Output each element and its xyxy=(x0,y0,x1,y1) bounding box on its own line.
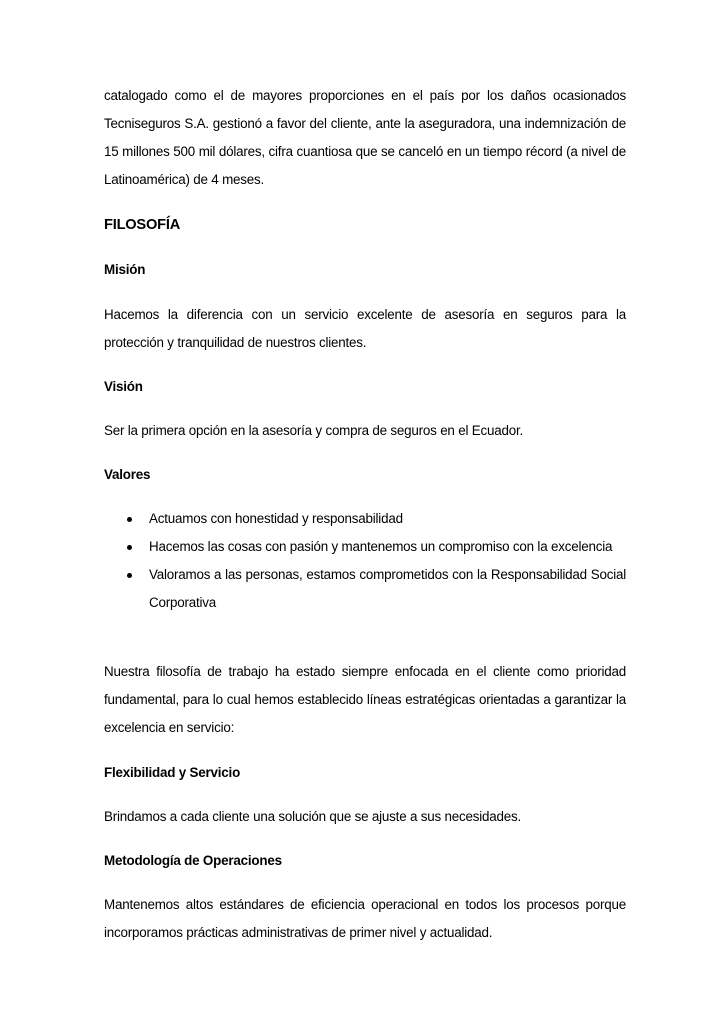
flexibilidad-text: Brindamos a cada cliente una solución que se ajuste a sus necesidades. xyxy=(104,809,522,824)
philosophy-paragraph: Nuestra filosofía de trabajo ha estado siempre enfocada en el cliente como prioridad fundamental, para lo cual hemos establecido líneas estratégicas orientadas a garantizar la excelencia en servicio: xyxy=(104,664,626,735)
valores-list xyxy=(104,505,626,617)
bullet-icon xyxy=(127,517,132,522)
metodologia-heading: Metodología de Operaciones xyxy=(104,853,282,868)
filosofia-heading: FILOSOFÍA xyxy=(104,217,181,233)
valores-item-text: Valoramos a las personas, estamos comprometidos con la Responsabilidad Social Corporativa xyxy=(149,567,626,610)
document-page xyxy=(104,0,626,947)
valores-heading: Valores xyxy=(104,467,151,482)
bullet-icon xyxy=(127,545,132,550)
flexibilidad-heading: Flexibilidad y Servicio xyxy=(104,765,241,780)
vision-heading: Visión xyxy=(104,379,143,394)
valores-list-item xyxy=(149,505,626,533)
bullet-icon xyxy=(127,573,132,578)
valores-list-item xyxy=(149,561,626,617)
mision-heading: Misión xyxy=(104,262,146,277)
intro-paragraph: catalogado como el de mayores proporciones en el país por los daños ocasionados Tecniseguros S.A. gestionó a favor del cliente, ante la aseguradora, una indemnización de 15 millones 500 mil dólares, cifra cuantiosa que se canceló en un tiempo récord (a nivel de Latinoamérica) de 4 meses. xyxy=(104,88,626,187)
valores-list-item xyxy=(149,533,626,561)
vision-text: Ser la primera opción en la asesoría y compra de seguros en el Ecuador. xyxy=(104,423,524,438)
valores-item-text: Actuamos con honestidad y responsabilidad xyxy=(149,511,403,526)
valores-item-text: Hacemos las cosas con pasión y mantenemos un compromiso con la excelencia xyxy=(149,539,613,554)
metodologia-text: Mantenemos altos estándares de eficiencia operacional en todos los procesos porque incorporamos prácticas administrativas de primer nivel y actualidad. xyxy=(104,897,626,940)
mision-text: Hacemos la diferencia con un servicio excelente de asesoría en seguros para la protección y tranquilidad de nuestros clientes. xyxy=(104,307,626,350)
